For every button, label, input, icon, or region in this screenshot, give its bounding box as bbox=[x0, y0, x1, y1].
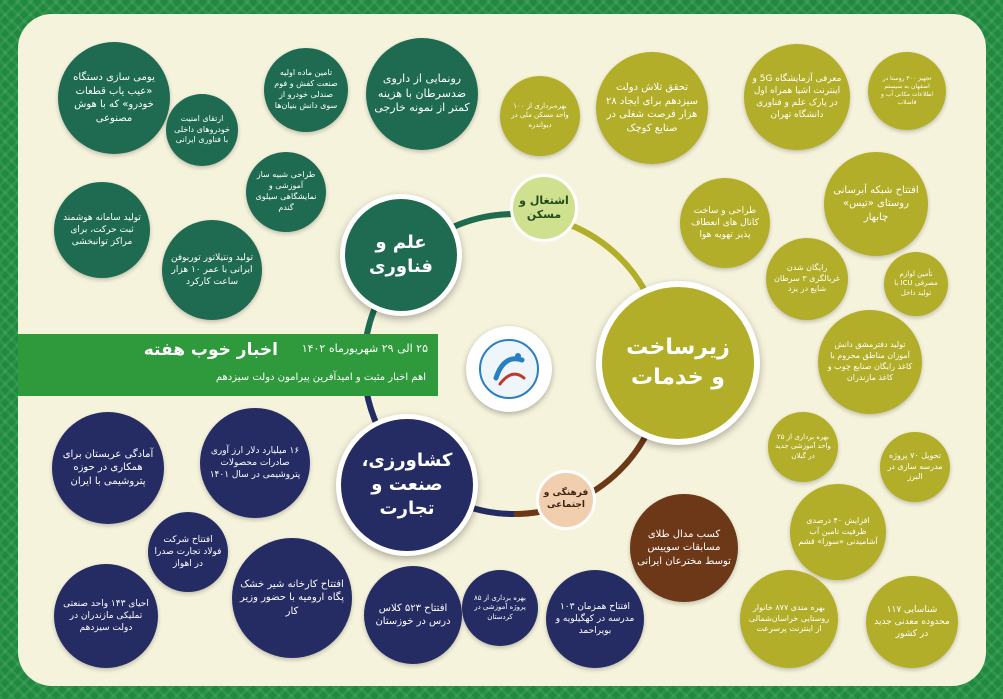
news-item bbox=[264, 48, 348, 132]
news-item-text: طراحی شبیه ساز آموزشی و نمایشگاهی سیلوی گندم bbox=[255, 170, 317, 212]
news-item-text: تولید دفترمشق دانش آموزان مناطق محروم با کاغذ رایگان صنایع چوب و کاغذ مازندران bbox=[827, 340, 913, 382]
news-item-text: بهره برداری از ۸۵ پروژه آموزشی در کردستان bbox=[474, 593, 526, 621]
news-item-text: احیای ۱۴۳ واحد صنعتی تملیکی مازندران در دولت سیزدهم bbox=[63, 598, 149, 634]
news-item bbox=[58, 42, 170, 154]
news-item-text: افتتاح ۵۲۳ کلاس درس در خوزستان bbox=[375, 602, 451, 627]
brand-logo-icon bbox=[466, 326, 552, 412]
banner-title: اخبار خوب هفته bbox=[143, 340, 278, 360]
news-item bbox=[462, 570, 538, 646]
category-science-label: علم و فناوری bbox=[369, 231, 433, 277]
news-item bbox=[866, 576, 958, 668]
category-jobs-label: اشتغال و مسکن bbox=[519, 193, 569, 221]
category-agri-label: کشاورزی، صنعت و تجارت bbox=[361, 449, 453, 520]
news-item bbox=[744, 44, 850, 150]
news-item bbox=[54, 564, 158, 668]
category-jobs bbox=[510, 174, 578, 242]
news-item bbox=[546, 570, 644, 668]
news-item bbox=[364, 566, 462, 664]
news-item-text: تامین ماده اولیه صنعت کفش و فوم صندلی خودرو از سوی دانش بنیان‌ها bbox=[274, 68, 338, 110]
news-item-text: شناسایی ۱۱۷ محدوده معدنی جدید در کشور bbox=[874, 604, 950, 640]
news-item-text: تولید سامانه هوشمند ثبت حرکت، برای مراکز توانبخشی bbox=[63, 212, 141, 248]
news-item-text: ۱۶ میلیارد دلار ارز آوری صادرات محصولات پتروشیمی در سال ۱۴۰۱ bbox=[209, 445, 301, 481]
news-item bbox=[884, 252, 948, 316]
news-item bbox=[868, 52, 946, 130]
news-item-text: تحویل ۷۰ پروژه مدرسه سازی در البرز bbox=[887, 450, 943, 482]
banner-subtitle: اهم اخبار مثبت و امیدآفرین پیرامون دولت سیزدهم bbox=[215, 372, 426, 383]
news-item-text: افتتاح شرکت فولاد تجارت صدرا در اهواز bbox=[154, 534, 222, 570]
news-item bbox=[232, 538, 352, 658]
infographic-board bbox=[18, 14, 986, 686]
news-item-text: طراحی و ساخت کانال های انعطاف پذیر تهویه هوا bbox=[691, 205, 759, 241]
news-item-text: کسب مدال طلای مسابقات سوییس توسط مخترعان ایرانی bbox=[637, 528, 731, 567]
news-item bbox=[766, 238, 848, 320]
news-item bbox=[366, 38, 478, 150]
news-item-text: افتتاح همزمان ۱۰۳ مدرسه در کهگیلویه و بویراحمد bbox=[555, 601, 635, 637]
news-item bbox=[824, 152, 928, 256]
news-item bbox=[54, 182, 150, 278]
news-item bbox=[52, 412, 164, 524]
news-item-text: رایگان شدن غربالگری ۳ سرطان شایع در یزد bbox=[774, 262, 840, 294]
news-item-text: آمادگی عربستان برای همکاری در حوزه پتروشیمی با ایران bbox=[62, 448, 154, 487]
news-item-text: افتتاح شبکه آبرسانی روستای «تیس» چابهار bbox=[833, 184, 919, 223]
news-item-text: بهره‌برداری از ۱۰۰ واحد مسکن ملی در دیواندره bbox=[511, 101, 569, 129]
news-item bbox=[768, 412, 838, 482]
news-item bbox=[596, 52, 708, 164]
news-item bbox=[630, 494, 738, 602]
news-item bbox=[246, 152, 326, 232]
news-item bbox=[818, 310, 922, 414]
category-culture bbox=[536, 470, 596, 530]
news-item-text: افزایش ۴۰ درصدی ظرفیت تامین آب آشامیدنی «سوزا» قشم bbox=[798, 515, 878, 547]
news-item-text: تولید ونتیلاتور توربوفن ایرانی با عمر ۱۰ هزار ساعت کارکرد bbox=[170, 252, 254, 288]
category-science bbox=[340, 194, 462, 316]
news-item bbox=[680, 178, 770, 268]
news-item bbox=[740, 570, 838, 668]
news-item-text: تحقق تلاش دولت سیزدهم برای ایجاد ۲۸ هزار فرصت شغلی در صنایع کوچک bbox=[605, 82, 698, 134]
news-item bbox=[500, 76, 580, 156]
news-item bbox=[166, 94, 238, 166]
news-item-text: بهره برداری از ۲۵ واحد آموزشی جدید در گیلان bbox=[775, 432, 831, 460]
news-item-text: تأمین لوازم مصرفی ICU با تولید داخل bbox=[894, 269, 938, 297]
banner-dates: ۲۵ الی ۲۹ شهریورماه ۱۴۰۲ bbox=[301, 342, 428, 355]
news-item bbox=[880, 432, 950, 502]
news-item bbox=[790, 484, 886, 580]
news-item-text: یومی سازی دستگاه «عیب یاب قطعات خودرو» که با هوش مصنوعی bbox=[73, 72, 155, 124]
news-item-text: تجهیز ۳۰۰ روستا در اصفهان به سیستم اطلاعات مکانی آب و فاضلاب bbox=[880, 74, 934, 107]
news-item-text: افتتاح کارخانه شیر خشک پگاه ارومیه با حضور وزیر کار bbox=[239, 578, 345, 617]
news-item bbox=[200, 408, 310, 518]
news-item-text: بهره مندی ۸۷۷ خانوار روستایی خراسان‌شمالی از اینترنت پرسرعت bbox=[748, 602, 830, 634]
category-infra-label: زیرساخت و خدمات bbox=[626, 335, 730, 390]
news-item bbox=[148, 512, 228, 592]
category-agri bbox=[336, 414, 478, 556]
news-item-text: ارتقای امنیت خودروهای داخلی با فناوری ایرانی bbox=[174, 113, 230, 145]
headline-banner bbox=[18, 334, 438, 396]
news-item-text: معرفی آزمایشگاه 5G و اینترنت اشیا همراه اول در پارک علم و فناوری دانشگاه تهران bbox=[752, 73, 842, 121]
news-item bbox=[162, 220, 262, 320]
category-infra bbox=[596, 281, 760, 445]
category-culture-label: فرهنگی و اجتماعی bbox=[543, 488, 589, 510]
news-item-text: رونمایی از داروی ضدسرطان با هزینه کمتر از نمونه خارجی bbox=[374, 71, 470, 115]
